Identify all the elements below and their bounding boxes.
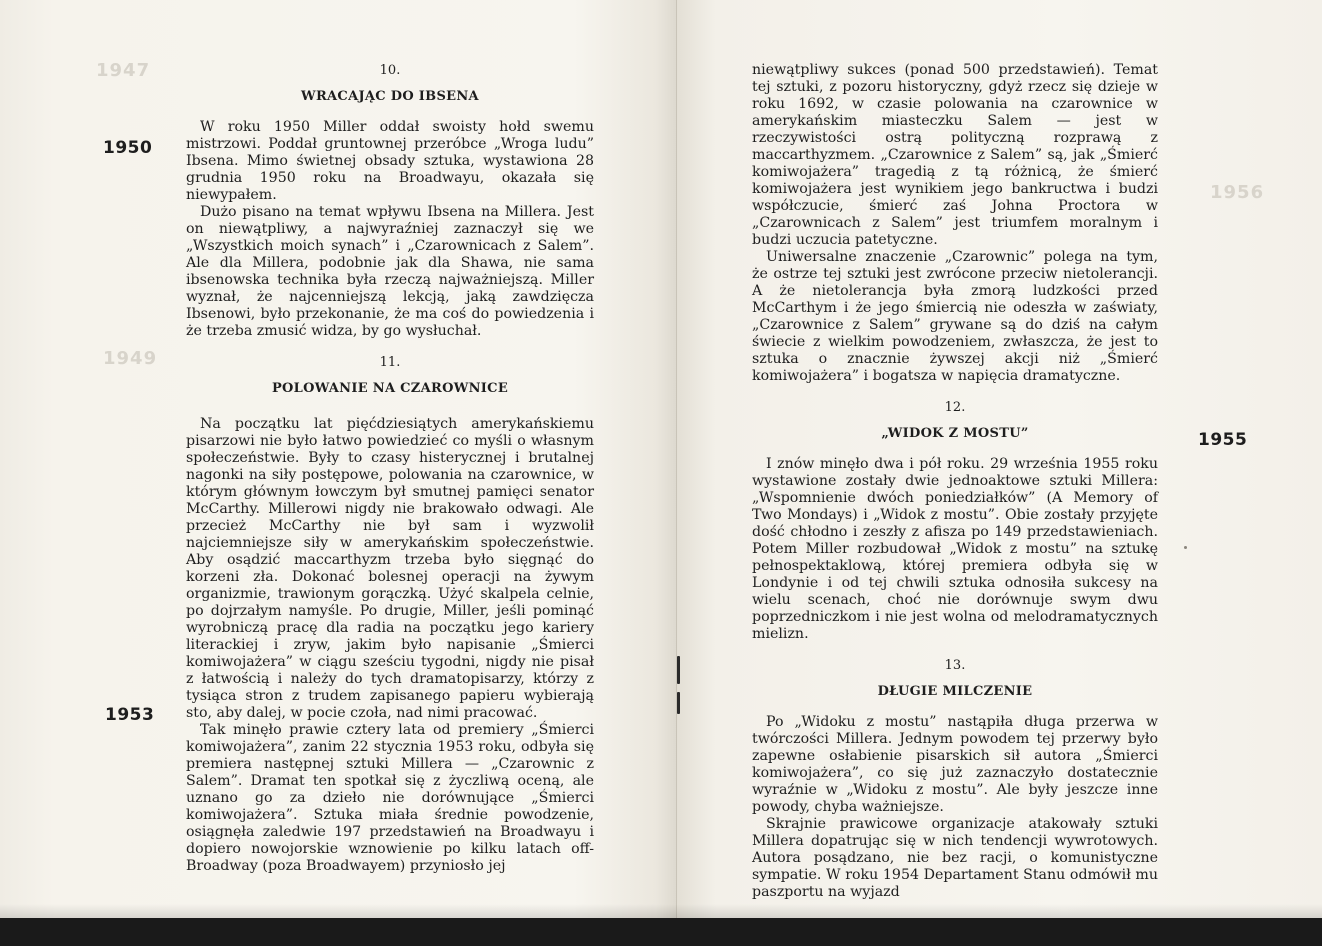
section-number: 11. (379, 355, 401, 370)
page-bottom-shadow (0, 904, 1322, 918)
margin-year-1953: 1953 (105, 705, 155, 725)
paper-speck (1184, 546, 1187, 549)
paragraph: niewątpliwy sukces (ponad 500 przedstawień). Temat tej sztuki, z pozoru historyczny, gdyż rzecz się dzieje w roku 1692, w czasie polowania na czarownice w amerykańskim miasteczku Salem — jest w rzeczywistości ostrą polityczną rozprawą z maccarthyzmem. „Czarownice z Salem” są, jak „Śmierć komiwojażera” tragedią z tą różnicą, że śmierć komiwojażera jest wynikiem jego bankructwa i budzi współczucie, śmierć zaś Johna Proctora w „Czarownicach z Salem” jest triumfem moralnym i budzi uczucia patetyczne. (752, 62, 1158, 248)
paragraph: I znów minęło dwa i pół roku. 29 września 1955 roku wystawione zostały dwie jednoaktowe sztuki Millera: „Wspomnienie dwóch poniedziałków” (A Memory of Two Mondays) i „Widok z mostu”. Obie zostały przyjęte dość chłodno i zeszły z afisza po 149 przedstawieniach. Potem Miller rozbudował „Widok z mostu” na sztukę pełnospektaklową, której premiera odbyła się w Londynie i od tej chwili sztuka odnosiła sukcesy na wielu scenach, choć nie dorównuje swym dwu poprzedniczkom i nie jest wolna od melodramatycznych mielizn. (752, 456, 1158, 642)
left-text-column (186, 62, 594, 875)
bleed-through-year: 1956 (1210, 182, 1265, 203)
left-page (0, 0, 677, 918)
section-number: 13. (944, 658, 966, 673)
section-title: POLOWANIE NA CZAROWNICE (271, 381, 509, 396)
margin-year-1955: 1955 (1198, 430, 1248, 450)
right-page (677, 0, 1322, 918)
bleed-through-year: 1949 (103, 348, 158, 369)
section-title: „WIDOK Z MOSTU” (881, 426, 1029, 441)
section-number: 12. (944, 400, 966, 415)
paragraph: Tak minęło prawie cztery lata od premiery „Śmierci komiwojażera”, zanim 22 stycznia 1953 roku, odbyła się premiera następnej sztuki Millera — „Czarownic z Salem”. Dramat ten spotkał się z życzliwą oceną, ale uznano go za dzieło nie dorównujące „Śmierci komiwojażera”. Sztuka miała średnie powodzenie, osiągnęła zaledwie 197 przedstawień na Broadwayu i dopiero nowojorskie wznowienie po kilku latach off-Broadway (poza Broadwayem) przyniosło jej (186, 722, 594, 874)
section-title: DŁUGIE MILCZENIE (877, 684, 1033, 699)
bleed-through-year: 1947 (96, 60, 151, 81)
paragraph: Na początku lat pięćdziesiątych amerykańskiemu pisarzowi nie było łatwo powiedzieć co myśli o własnym społeczeństwie. Były to czasy histerycznej i brutalnej nagonki na siły postępowe, polowania na czarownice, w którym głównym łowczym był smutnej pamięci senator McCarthy. Millerowi nigdy nie brakowało odwagi. Ale przecież McCarthy nie był sam i wyzwolił najciemniejsze siły w amerykańskim społeczeństwie. Aby osądzić maccarthyzm trzeba było sięgnąć do korzeni zła. Dokonać bolesnej operacji na żywym organizmie, trawionym gorączką. Użyć skalpela celnie, po dojrzałym namyśle. Po drugie, Miller, jeśli pominąć wyrobniczą pracę dla radia na początku jego kariery literackiej i zryw, jakim było napisanie „Śmierci komiwojażera” w ciągu sześciu tygodni, nigdy nie pisał z łatwością i należy do tych dramatopisarzy, którzy z tysiąca stron z trudem zapisanego papieru wybierają sto, aby dalej, w pocie czoła, nad nimi pracować. (186, 416, 594, 721)
gutter-mark (677, 656, 680, 684)
paragraph: Po „Widoku z mostu” nastąpiła długa przerwa w twórczości Millera. Jednym powodem tej przerwy było zapewne osłabienie pisarskich sił autora „Śmierci komiwojażera”, co się już zaznaczyło dostatecznie wyraźnie w „Widoku z mostu”. Ale były jeszcze inne powody, chyba ważniejsze. (752, 714, 1158, 815)
paragraph: Dużo pisano na temat wpływu Ibsena na Millera. Jest on niewątpliwy, a najwyraźniej zaznaczył się we „Wszystkich moich synach” i „Czarownicach z Salem”. Ale dla Millera, podobnie jak dla Shawa, nie sama ibsenowska technika była rzeczą najważniejszą. Miller wyznał, że najcenniejszą lekcją, jaką zawdzięcza Ibsenowi, było przekonanie, że ma coś do powiedzenia i że trzeba zmusić widza, by go wysłuchał. (186, 204, 594, 339)
paragraph: W roku 1950 Miller oddał swoisty hołd swemu mistrzowi. Poddał gruntownej przeróbce „Wroga ludu” Ibsena. Mimo świetnej obsady sztuka, wystawiona 28 grudnia 1950 roku na Broadwayu, okazała się niewypałem. (186, 119, 594, 203)
gutter-mark (677, 692, 680, 714)
section-number: 10. (379, 63, 401, 78)
paragraph: Skrajnie prawicowe organizacje atakowały sztuki Millera dopatrując się w nich tendencji wywrotowych. Autora posądzano, nie bez racji, o komunistyczne sympatie. W roku 1954 Departament Stanu odmówił mu paszportu na wyjazd (752, 816, 1158, 900)
paragraph: Uniwersalne znaczenie „Czarownic” polega na tym, że ostrze tej sztuki jest zwrócone przeciw nietolerancji. A że nietolerancja była zmorą ludzkości przed McCarthym i że jego śmiercią nie odeszła w zaświaty, „Czarownice z Salem” grywane są do dziś na całym świecie z wielkim powodzeniem, zwłaszcza, że jest to sztuka o znacznie żywszej akcji niż „Śmierć komiwojażera” i bogatsza w napięcia dramatyczne. (752, 249, 1158, 384)
section-title: WRACAJĄC DO IBSENA (301, 89, 479, 104)
right-text-column (752, 62, 1158, 901)
margin-year-1950: 1950 (103, 138, 153, 158)
